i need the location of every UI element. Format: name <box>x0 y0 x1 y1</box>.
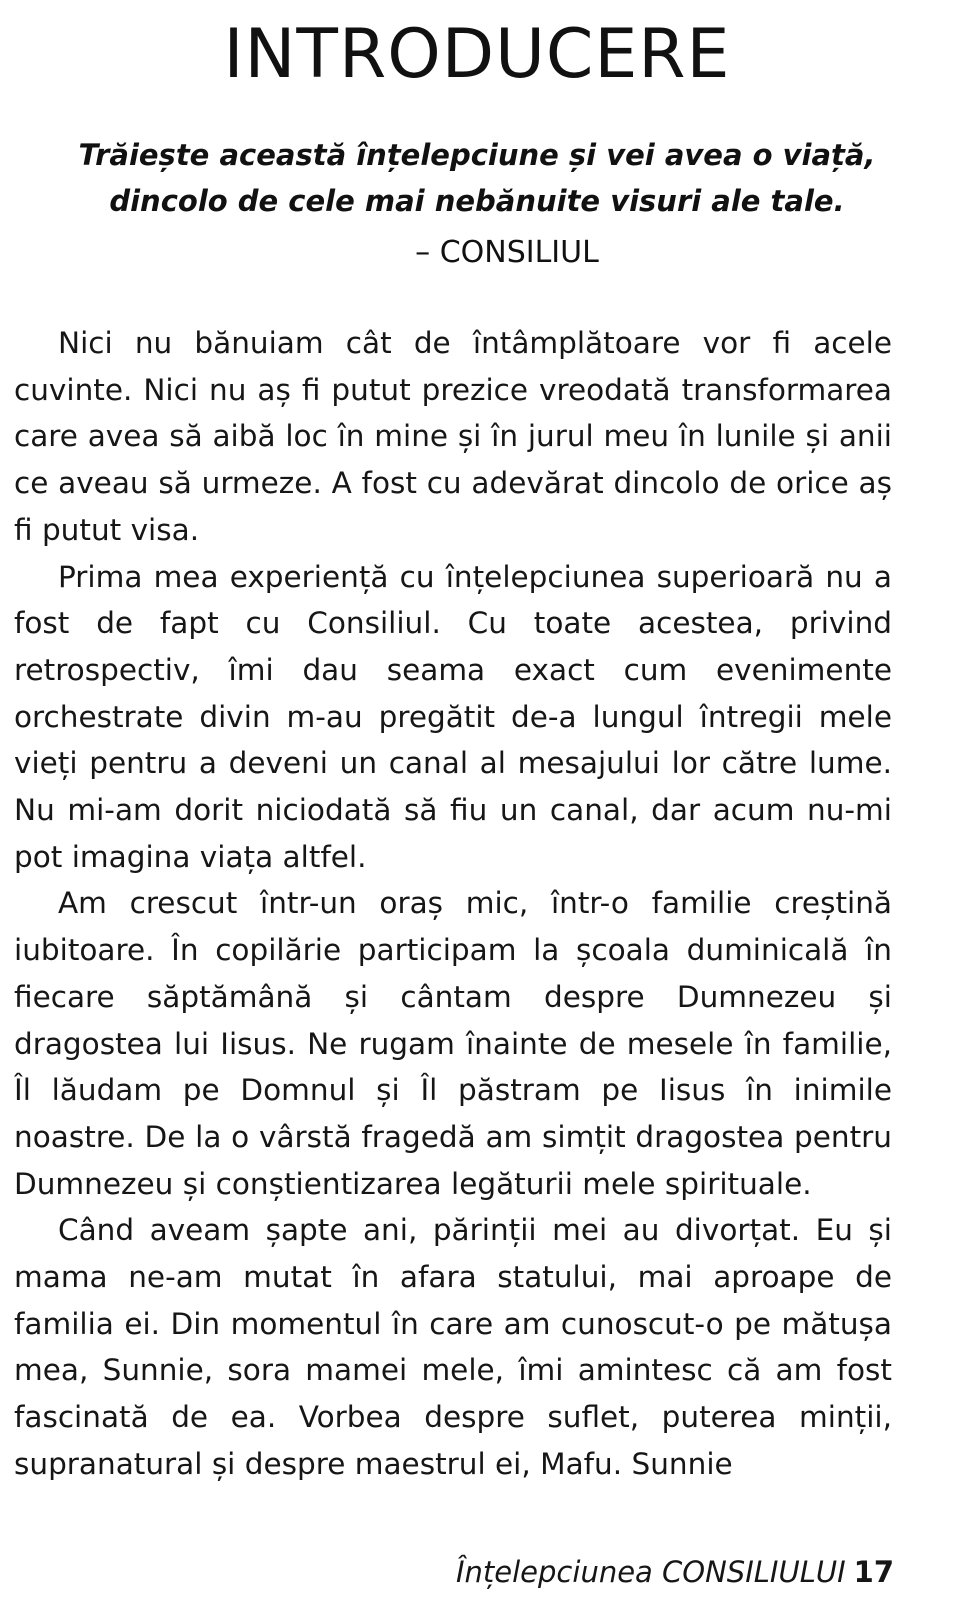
epigraph-line-2: dincolo de cele mai nebănuite visuri ale tale. <box>109 184 845 218</box>
paragraph: Prima mea experiență cu înțelepciunea superioară nu a fost de fapt cu Consiliul. Cu toate acestea, privind retrospectiv, îmi dau seama exact cum evenimente orchestrate divin m-au pregătit de-a lungul întregii mele vieți pentru a deveni un canal al mesajului lor către lume. Nu mi-am dorit niciodată să fiu un canal, dar acum nu-mi pot imagina viața altfel. <box>14 559 892 874</box>
epigraph-author: – CONSILIUL <box>415 235 599 270</box>
page-number: 17 <box>853 1555 894 1589</box>
epigraph-line-1: Trăiește această înțelepciune și vei avea o viață, <box>78 138 876 172</box>
running-footer-title: Înțelepciunea CONSILIULUI <box>455 1555 846 1589</box>
epigraph <box>20 132 934 276</box>
paragraph: Când aveam șapte ani, părinții mei au divorțat. Eu și mama ne-am mutat în afara statului, mai aproape de familia ei. Din momentul în care am cunoscut-o pe mătușa mea, Sunnie, sora mamei mele, îmi amintesc că am fost fascinată de ea. Vorbea despre suflet, puterea minții, supranatural și despre maestrul ei, Mafu. Sunnie <box>14 1213 892 1481</box>
chapter-title: INTRODUCERE <box>223 15 731 94</box>
page-footer <box>456 1552 894 1592</box>
paragraph: Am crescut într-un oraș mic, într-o familie creștină iubitoare. În copilărie participam la școala duminicală în fiecare săptămână și cântam despre Dumnezeu și dragostea lui Iisus. Ne rugam înainte de mesele în familie, Îl lăudam pe Domnul și Îl păstram pe Iisus în inimile noastre. De la o vârstă fragedă am simțit dragostea pentru Dumnezeu și conștientizarea legăturii mele spirituale. <box>14 886 892 1201</box>
paragraph: Nici nu bănuiam cât de întâmplătoare vor fi acele cuvinte. Nici nu aș fi putut prezice vreodată transformarea care avea să aibă loc în mine și în jurul meu în lunile și anii ce aveau să urmeze. A fost cu adevărat dincolo de orice aș fi putut visa. <box>14 326 892 547</box>
body-text <box>14 320 892 1488</box>
